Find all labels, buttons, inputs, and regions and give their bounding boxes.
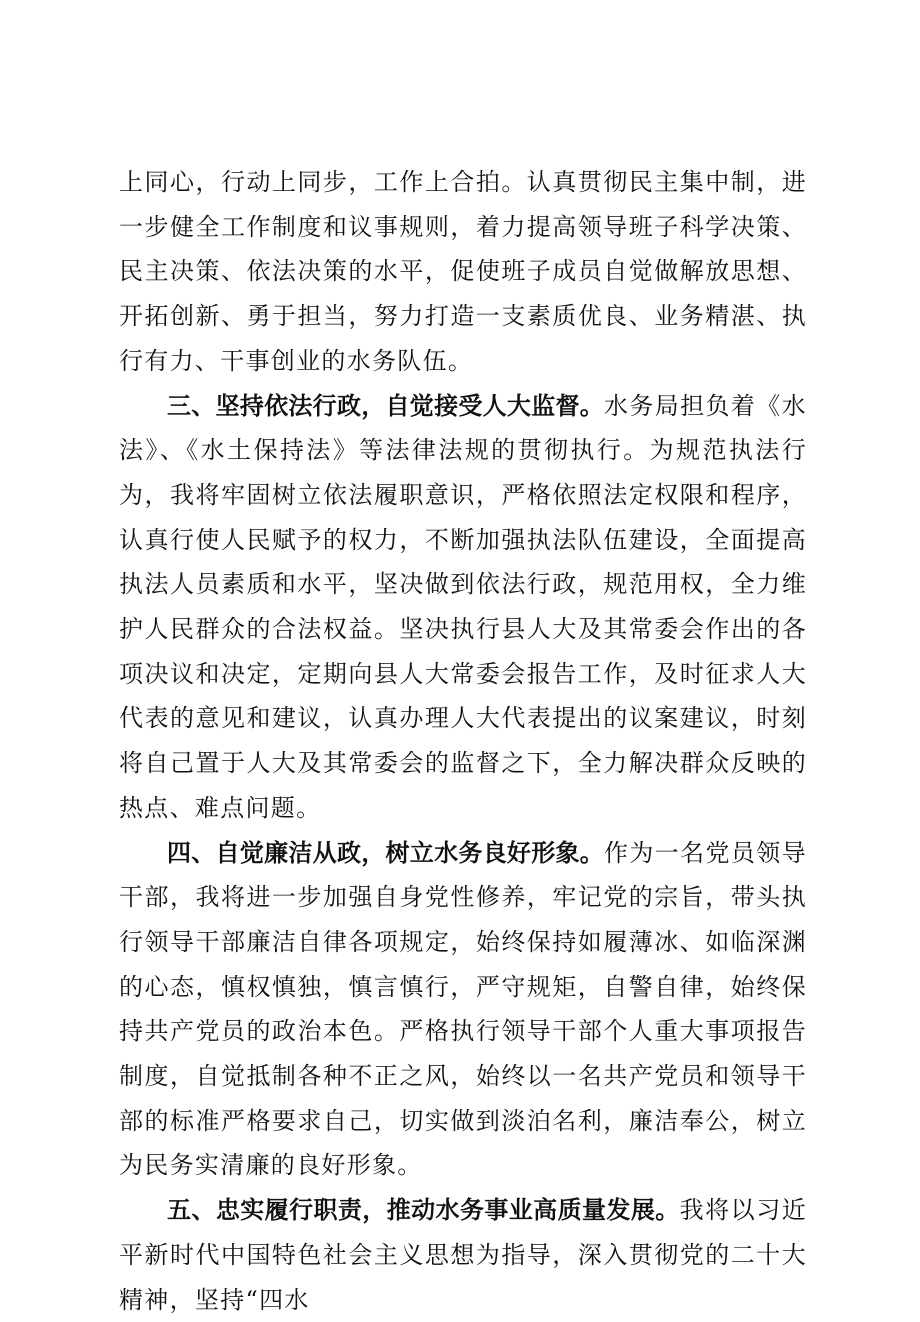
paragraph-text: 我将以习近平新时代中国特色社会主义思想为指导，深入贯彻党的二十大精神，坚持“四水 xyxy=(119,1196,808,1314)
document-body xyxy=(119,160,807,1322)
paragraph-text: 水务局担负着《水法》、《水土保持法》等法律法规的贯彻执行。为规范执法行为，我将牢固树立依法履职意识，严格依照法定权限和程序，认真行使人民赋予的权力，不断加强执法队伍建设，全面提高执法人员素质和水平，坚决做到依法行政，规范用权，全力维护人民群众的合法权益。坚决执行县人大及其常委会作出的各项决议和决定，定期向县人大常委会报告工作，及时征求人大代表的意见和建议，认真办理人大代表提出的议案建议，时刻将自己置于人大及其常委会的监督之下，全力解决群众反映的热点、难点问题。 xyxy=(119,391,807,822)
paragraph-text: 上同心，行动上同步，工作上合拍。认真贯彻民主集中制，进一步健全工作制度和议事规则，着力提高领导班子科学决策、民主决策、依法决策的水平，促使班子成员自觉做解放思想、开拓创新、勇于担当，努力打造一支素质优良、业务精湛、执行有力、干事创业的水务队伍。 xyxy=(119,168,807,375)
paragraph-section-four xyxy=(119,831,807,1189)
section-heading: 五、忠实履行职责，推动水务事业高质量发展。 xyxy=(167,1196,680,1225)
paragraph-continued xyxy=(119,160,807,384)
section-heading: 三、坚持依法行政，自觉接受人大监督。 xyxy=(167,391,605,420)
paragraph-section-five xyxy=(119,1188,807,1322)
section-heading: 四、自觉廉洁从政，树立水务良好形象。 xyxy=(167,838,605,867)
paragraph-section-three xyxy=(119,384,807,831)
paragraph-text: 作为一名党员领导干部，我将进一步加强自身党性修养，牢记党的宗旨，带头执行领导干部廉洁自律各项规定，始终保持如履薄冰、如临深渊的心态，慎权慎独，慎言慎行，严守规矩，自警自律，始终保持共产党员的政治本色。严格执行领导干部个人重大事项报告制度，自觉抵制各种不正之风，始终以一名共产党员和领导干部的标准严格要求自己，切实做到淡泊名利，廉洁奉公，树立为民务实清廉的良好形象。 xyxy=(119,838,807,1180)
